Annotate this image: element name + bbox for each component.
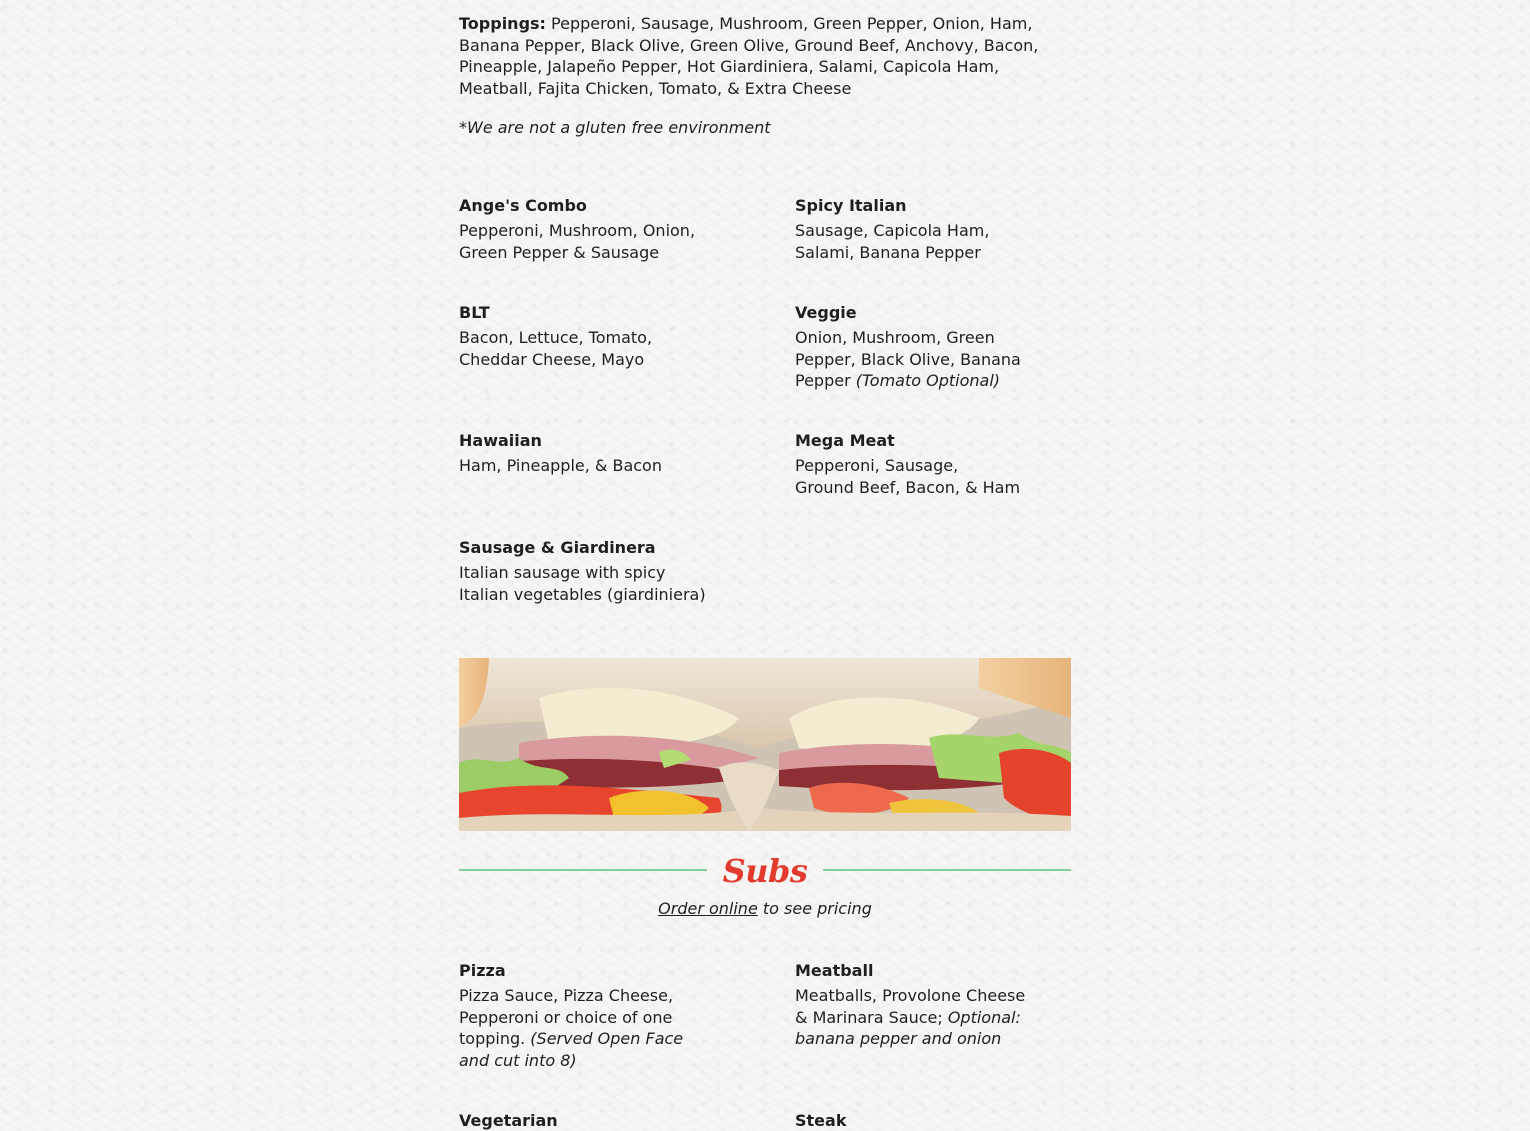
toppings-paragraph: [459, 13, 1059, 99]
item-name: Sausage & Giardinera: [459, 538, 656, 557]
item-name: Hawaiian: [459, 431, 542, 450]
item-description-text: Pepperoni, Mushroom, Onion, Green Pepper & Sausage: [459, 221, 696, 262]
menu-item-hawaiian: [459, 431, 699, 477]
item-name: Ange's Combo: [459, 196, 587, 215]
item-description-text: Italian sausage with spicy Italian vegetables (giardiniera): [459, 563, 706, 604]
item-name: Vegetarian: [459, 1111, 558, 1130]
item-description: [795, 455, 1021, 498]
order-online-suffix: to see pricing: [757, 899, 872, 918]
item-description: [459, 327, 699, 370]
item-description: [795, 327, 1021, 392]
order-online-line: [459, 898, 1071, 920]
menu-item-steak-sub: [795, 1111, 1035, 1131]
menu-item-blt: [459, 303, 699, 370]
menu-item-mega-meat: [795, 431, 1021, 498]
item-note: Optional: banana pepper and onion: [795, 1007, 1021, 1049]
item-description-text: Bacon, Lettuce, Tomato, Cheddar Cheese, Mayo: [459, 328, 653, 369]
toppings-list: Pepperoni, Sausage, Mushroom, Green Pepper, Onion, Ham, Banana Pepper, Black Olive, Green Olive, Ground Beef, Anchovy, Bacon, Pineapple, Jalapeño Pepper, Hot Giardiniera, Salami, Capicola Ham, Meatball, Fajita Chicken, Tomato, & Extra Cheese: [459, 14, 1039, 98]
item-description: [459, 985, 685, 1071]
menu-item-anges-combo: [459, 196, 699, 263]
menu-item-meatball-sub: [795, 961, 1027, 1050]
sub-sandwich-photo: [459, 658, 1071, 831]
item-description: [459, 220, 699, 263]
order-online-link[interactable]: Order online: [658, 899, 758, 918]
item-description-text: Pepperoni, Sausage, Ground Beef, Bacon, & Ham: [795, 456, 1021, 497]
heading-divider-right: [823, 869, 1071, 871]
gluten-note: *We are not a gluten free environment: [459, 118, 771, 137]
menu-item-sausage-giardinera: [459, 538, 719, 605]
item-name: Pizza: [459, 961, 506, 980]
item-note: (Tomato Optional): [855, 371, 1001, 391]
item-description-text: Onion, Mushroom, Green Pepper, Black Olive, Banana Pepper: [795, 328, 1021, 391]
toppings-label: Toppings:: [459, 14, 546, 33]
item-description-text: Ham, Pineapple, & Bacon: [459, 456, 662, 475]
item-name: Steak: [795, 1111, 847, 1130]
item-name: Mega Meat: [795, 431, 895, 450]
subs-heading: [459, 850, 1071, 892]
subs-title: Subs: [722, 852, 808, 890]
item-name: BLT: [459, 303, 490, 322]
item-description: [795, 220, 1035, 263]
item-name: Veggie: [795, 303, 857, 322]
menu-item-spicy-italian: [795, 196, 1035, 263]
item-description: [459, 455, 699, 477]
item-name: Meatball: [795, 961, 874, 980]
menu-item-veggie: [795, 303, 1021, 392]
menu-item-pizza-sub: [459, 961, 685, 1071]
item-description: [795, 985, 1027, 1050]
item-description-text: Meatballs, Provolone Cheese & Marinara Sauce;: [795, 986, 1026, 1027]
item-description-text: Sausage, Capicola Ham, Salami, Banana Pepper: [795, 221, 990, 262]
item-description: [459, 562, 719, 605]
menu-item-vegetarian-sub: [459, 1111, 699, 1131]
item-name: Spicy Italian: [795, 196, 907, 215]
item-description-text: Pizza Sauce, Pizza Cheese, Pepperoni or choice of one topping.: [459, 986, 674, 1049]
item-note: (Served Open Face and cut into 8): [459, 1029, 684, 1070]
